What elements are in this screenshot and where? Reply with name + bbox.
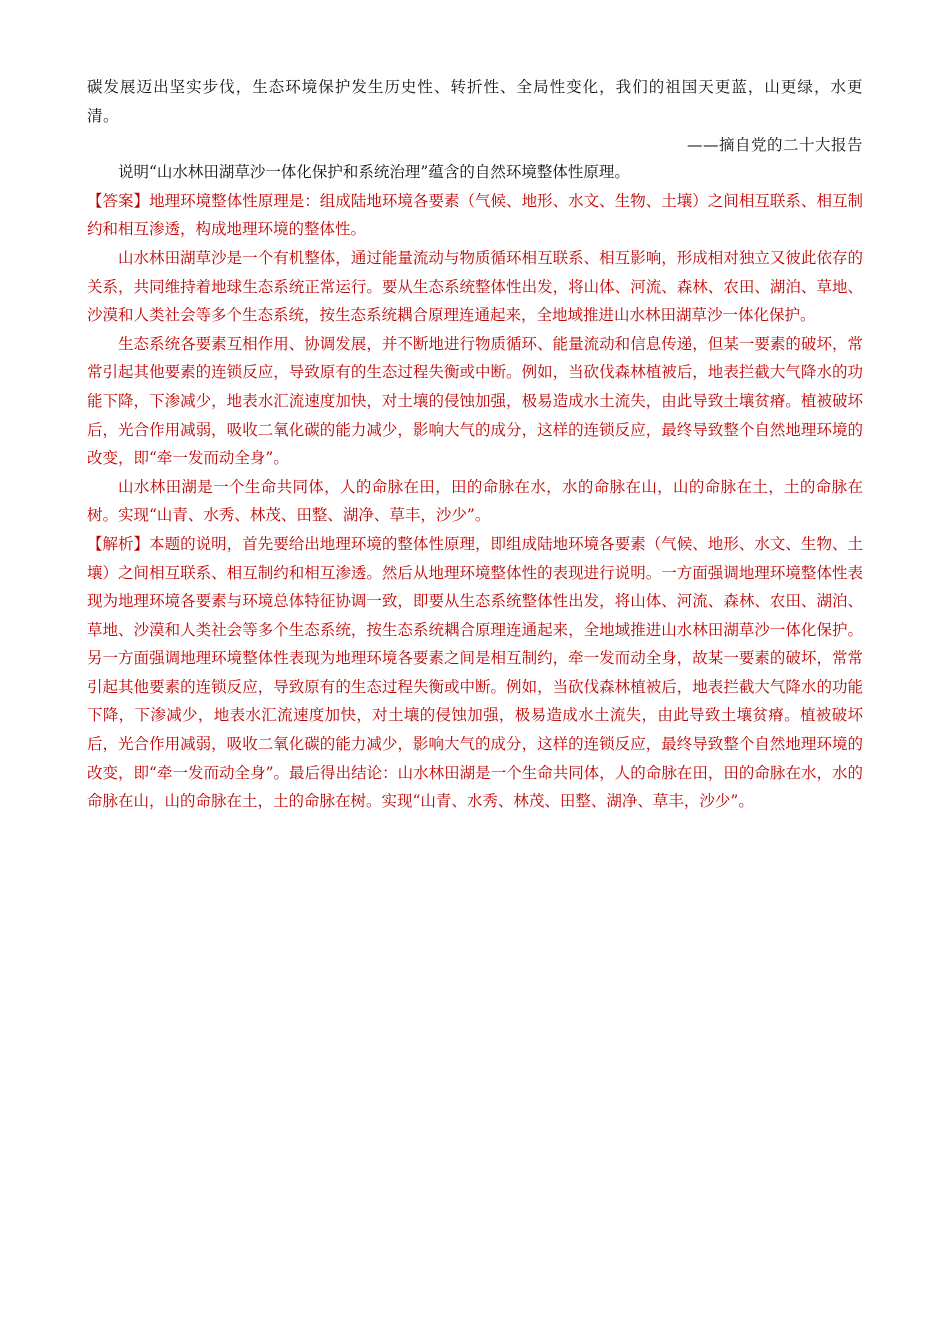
analysis-text: 本题的说明，首先要给出地理环境的整体性原理，即组成陆地环境各要素（气候、地形、水文、生物、土壤）之间相互联系、相互制约和相互渗透。然后从地理环境整体性的表现进行说明。一方面强调地理环境整体性表现为地理环境各要素与环境总体特征协调一致，即要从生态系统整体性出发，将山体、河流、森林、农田、湖泊、草地、沙漠和人类社会等多个生态系统，按生态系统耦合原理连通起来，全地域推进山水林田湖草沙一体化保护。另一方面强调地理环境整体性表现为地理环境各要素之间是相互制约，牵一发而动全身，故某一要素的破坏，常常引起其他要素的连锁反应，导致原有的生态过程失衡或中断。例如，当砍伐森林植被后，地表拦截大气降水的功能下降，下渗减少，地表水汇流速度加快，对土壤的侵蚀加强，极易造成水土流失，由此导致土壤贫瘠。植被破坏后，光合作用减弱，吸收二氧化碳的能力减少，影响大气的成分，这样的连锁反应，最终导致整个自然地理环境的改变，即“牵一发而动全身”。最后得出结论：山水林田湖是一个生命共同体，人的命脉在田，田的命脉在水，水的命脉在山，山的命脉在土，土的命脉在树。实现“山青、水秀、林茂、田整、湖净、草丰，沙少”。 (87, 534, 863, 811)
question-text: 说明“山水林田湖草沙一体化保护和系统治理”蕴含的自然环境整体性原理。 (118, 163, 630, 182)
analysis-tag: 【解析】 (87, 534, 150, 553)
answer-tag: 【答案】 (87, 191, 150, 210)
quote-text: 碳发展迈出坚实步伐，生态环境保护发生历史性、转折性、全局性变化，我们的祖国天更蓝，山更绿，水更清。 (87, 78, 863, 125)
document-page (87, 73, 863, 816)
answer-paragraph-2: 山水林田湖草沙是一个有机整体，通过能量流动与物质循环相互联系、相互影响，形成相对独立又彼此依存的关系，共同维持着地球生态系统正常运行。要从生态系统整体性出发，将山体、河流、森林、农田、湖泊、草地、沙漠和人类社会等多个生态系统，按生态系统耦合原理连通起来，全地域推进山水林田湖草沙一体化保护。 (87, 248, 863, 325)
quote-source: ——摘自党的二十大报告 (686, 136, 863, 155)
answer-paragraph-3: 生态系统各要素互相作用、协调发展，并不断地进行物质循环、能量流动和信息传递，但某一要素的破坏，常常引起其他要素的连锁反应，导致原有的生态过程失衡或中断。例如，当砍伐森林植被后，地表拦截大气降水的功能下降，下渗减少，地表水汇流速度加快，对土壤的侵蚀加强，极易造成水土流失，由此导致土壤贫瘠。植被破坏后，光合作用减弱，吸收二氧化碳的能力减少，影响大气的成分，这样的连锁反应，最终导致整个自然地理环境的改变，即“牵一发而动全身”。 (87, 334, 863, 468)
answer-paragraph-4: 山水林田湖是一个生命共同体，人的命脉在田，田的命脉在水，水的命脉在山，山的命脉在土，土的命脉在树。实现“山青、水秀、林茂、田整、湖净、草丰，沙少”。 (87, 477, 863, 525)
analysis-paragraph (87, 530, 863, 816)
answer-p1-text: 地理环境整体性原理是：组成陆地环境各要素（气候、地形、水文、生物、土壤）之间相互联系、相互制约和相互渗透，构成地理环境的整体性。 (87, 191, 863, 239)
answer-paragraph-1 (87, 187, 863, 244)
